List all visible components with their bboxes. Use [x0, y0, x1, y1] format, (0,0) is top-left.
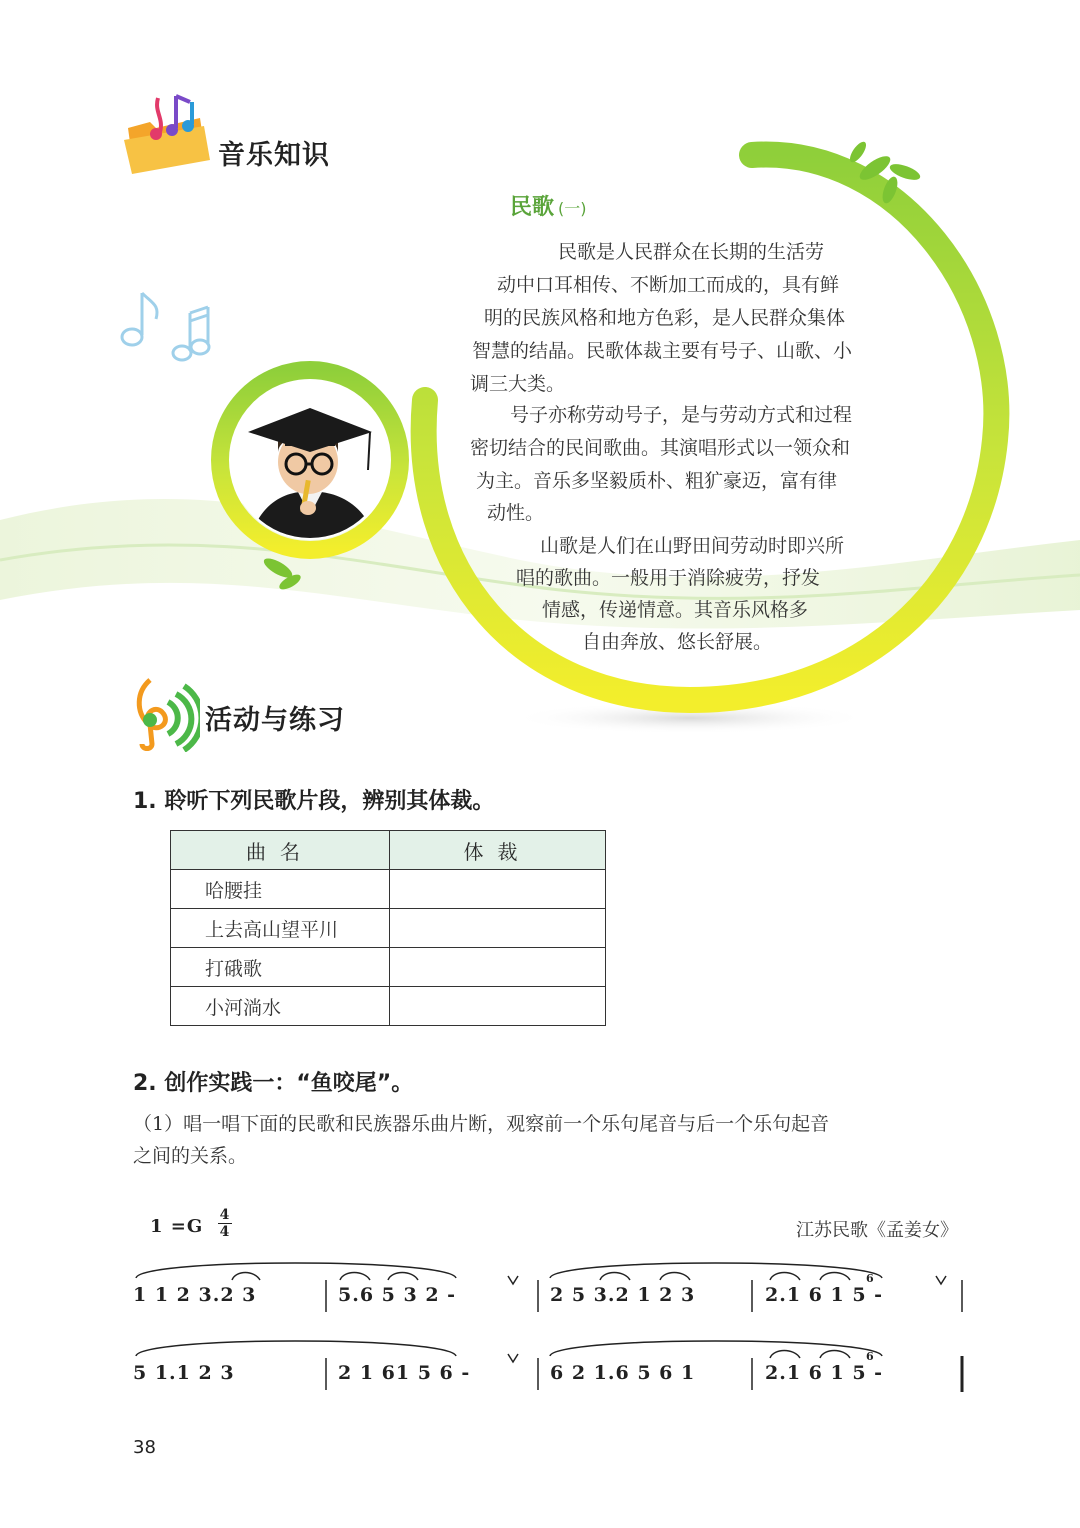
table-row [171, 870, 606, 909]
question-2-title: 2. 创作实践一：“鱼咬尾”。 [133, 1071, 414, 1096]
song-name-cell: 小河淌水 [171, 987, 390, 1026]
key-signature: 1 =G [150, 1216, 204, 1237]
page-number: 38 [133, 1437, 156, 1458]
genre-answer-cell[interactable] [390, 870, 606, 909]
knowledge-line: 智慧的结晶。民歌体裁主要有号子、山歌、小 [472, 340, 853, 362]
score-measure: 5 1.1 2 3 [133, 1362, 235, 1384]
score-measure: 5.6 5 3 2 - [338, 1284, 457, 1306]
table-header-name: 曲名 [171, 831, 390, 870]
activities-title: 活动与练习 [205, 705, 345, 736]
knowledge-line: 山歌是人们在山野田间劳动时即兴所 [540, 535, 845, 557]
knowledge-line: 为主。音乐多坚毅质朴、粗犷豪迈，富有律 [476, 470, 838, 492]
music-knowledge-title: 音乐知识 [218, 140, 330, 171]
treble-clef-sound-icon [128, 672, 200, 752]
genre-table [170, 830, 606, 1026]
grace-note: 6 [866, 1272, 875, 1285]
knowledge-line: 调三大类。 [470, 373, 566, 395]
score-measure: 2 1 61 5 6 - [338, 1362, 471, 1384]
score-measure: 2.1 6 1 5 - [765, 1362, 884, 1384]
knowledge-line: 唱的歌曲。一般用于消除疲劳，抒发 [516, 567, 821, 589]
question-2-instruction: （1）唱一唱下面的民歌和民族器乐曲片断，观察前一个乐句尾音与后一个乐句起音 [133, 1113, 830, 1135]
table-row [171, 987, 606, 1026]
student-avatar [230, 380, 390, 540]
score-measure: 2.1 6 1 5 - [765, 1284, 884, 1306]
song-source: 江苏民歌《孟姜女》 [796, 1220, 958, 1241]
table-header-genre: 体裁 [390, 831, 606, 870]
score-measure: 1 1 2 3.2 3 [133, 1284, 257, 1306]
time-signature: 4 4 [219, 1207, 231, 1240]
floating-notes-icon [112, 285, 222, 375]
knowledge-line: 动中口耳相传、不断加工而成的，具有鲜 [497, 274, 840, 296]
song-name-cell: 上去高山望平川 [171, 909, 390, 948]
knowledge-line: 动性。 [487, 502, 545, 524]
grace-note: 6 [866, 1350, 875, 1363]
knowledge-heading: 民歌 (一) [510, 195, 587, 220]
table-row [171, 948, 606, 987]
genre-answer-cell[interactable] [390, 948, 606, 987]
music-folder-icon [120, 88, 215, 178]
question-1-title: 1. 聆听下列民歌片段，辨别其体裁。 [133, 789, 495, 814]
song-name-cell: 哈腰挂 [171, 870, 390, 909]
genre-answer-cell[interactable] [390, 909, 606, 948]
knowledge-line: 密切结合的民间歌曲。其演唱形式以一领众和 [470, 437, 851, 459]
score-measure: 6 2 1.6 5 6 1 [550, 1362, 696, 1384]
table-row [171, 909, 606, 948]
knowledge-line: 号子亦称劳动号子，是与劳动方式和过程 [510, 404, 853, 426]
knowledge-line: 民歌是人民群众在长期的生活劳 [558, 241, 825, 263]
genre-answer-cell[interactable] [390, 987, 606, 1026]
knowledge-line: 情感，传递情意。其音乐风格多 [542, 599, 809, 621]
song-name-cell: 打硪歌 [171, 948, 390, 987]
score-measure: 2 5 3.2 1 2 3 [550, 1284, 696, 1306]
score-staff-marks [120, 1250, 980, 1410]
question-2-instruction: 之间的关系。 [133, 1145, 248, 1167]
knowledge-line: 明的民族风格和地方色彩，是人民群众集体 [484, 307, 846, 329]
knowledge-line: 自由奔放、悠长舒展。 [582, 631, 773, 653]
